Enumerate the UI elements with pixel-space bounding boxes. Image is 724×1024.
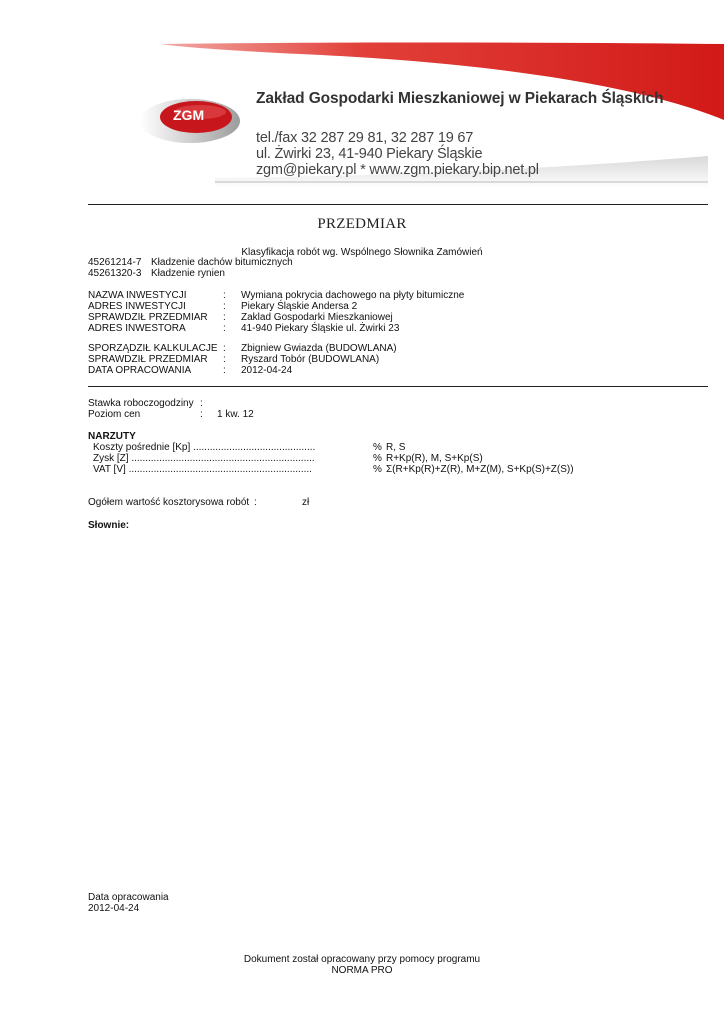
- field-value: 2012-04-24: [241, 365, 293, 376]
- markup-row: [93, 442, 574, 453]
- field-sep: :: [223, 290, 226, 301]
- footer-program: NORMA PRO: [331, 965, 393, 976]
- markup-label: Zysk [Z] ..................................................................: [93, 453, 315, 464]
- field-value: 41-940 Piekary Śląskie ul. Żwirki 23: [241, 323, 400, 334]
- field-value: Ryszard Tobór (BUDOWLANA): [241, 354, 380, 365]
- classification-label: Kładzenie rynien: [151, 268, 225, 279]
- total-label: Ogółem wartość kosztorysowa robót: [88, 497, 250, 508]
- field-key: Poziom cen: [88, 409, 141, 420]
- field-key: DATA OPRACOWANIA: [88, 365, 192, 376]
- markup-row: [93, 453, 574, 464]
- field-value: Zaklad Gospodarki Mieszkaniowej: [241, 312, 393, 323]
- rates-row: [88, 398, 254, 409]
- document-title: PRZEDMIAR: [317, 216, 407, 232]
- markup-formula: Σ(R+Kp(R)+Z(R), M+Z(M), S+Kp(S)+Z(S)): [386, 464, 574, 475]
- field-key: NAZWA INWESTYCJI: [88, 290, 187, 301]
- letterhead-address: ul. Żwirki 23, 41-940 Piekary Śląskie: [256, 146, 483, 162]
- field-key: SPORZĄDZIŁ KALKULACJE: [88, 343, 218, 354]
- prepared-row: [88, 354, 397, 365]
- classification-row: [88, 257, 293, 268]
- rates-table: [88, 398, 254, 420]
- markup-formula: R+Kp(R), M, S+Kp(S): [386, 453, 483, 464]
- field-value: [217, 398, 254, 409]
- markups-heading: NARZUTY: [88, 431, 136, 442]
- field-sep: :: [223, 312, 226, 323]
- total-currency: zł: [302, 497, 310, 508]
- prepared-row: [88, 343, 397, 354]
- markup-row: [93, 464, 574, 475]
- markup-percent: %: [373, 442, 382, 453]
- field-value: Zbigniew Gwiazda (BUDOWLANA): [241, 343, 397, 354]
- field-key: Stawka roboczogodziny: [88, 398, 194, 409]
- rates-row: [88, 409, 254, 420]
- markups-table: [93, 442, 574, 475]
- logo-text: ZGM: [173, 107, 205, 123]
- markup-percent: %: [373, 453, 382, 464]
- total-sep: :: [254, 497, 257, 508]
- field-sep: :: [223, 323, 226, 334]
- investment-row: [88, 312, 464, 323]
- field-key: SPRAWDZIŁ PRZEDMIAR: [88, 312, 208, 323]
- field-key: SPRAWDZIŁ PRZEDMIAR: [88, 354, 208, 365]
- classification-table: [88, 257, 293, 279]
- field-sep: :: [223, 354, 226, 365]
- markup-percent: %: [373, 464, 382, 475]
- footer-note: Dokument został opracowany przy pomocy programu: [243, 954, 481, 965]
- middle-rule: [88, 386, 708, 387]
- markup-label: VAT [V] ..................................................................: [93, 464, 312, 475]
- investment-table: [88, 290, 464, 334]
- field-sep: :: [223, 301, 226, 312]
- investment-row: [88, 290, 464, 301]
- words-label: Słownie:: [88, 520, 130, 531]
- field-key: ADRES INWESTORA: [88, 323, 186, 334]
- top-rule: [88, 204, 708, 205]
- field-sep: :: [223, 343, 226, 354]
- date-label: Data opracowania: [88, 892, 169, 903]
- prepared-row: [88, 365, 397, 376]
- classification-code: 45261320-3: [88, 268, 142, 279]
- investment-row: [88, 323, 464, 334]
- letterhead-contact: zgm@piekary.pl * www.zgm.piekary.bip.net.pl: [256, 162, 539, 178]
- date-value: 2012-04-24: [88, 903, 140, 914]
- classification-row: [88, 268, 293, 279]
- letterhead-organization: Zakład Gospodarki Mieszkaniowej w Piekarach Śląskich: [256, 90, 664, 107]
- field-sep: :: [200, 409, 203, 420]
- field-value: Wymiana pokrycia dachowego na płyty bitumiczne: [241, 290, 465, 301]
- prepared-table: [88, 343, 397, 376]
- classification-label: Kładzenie dachów bitumicznych: [151, 257, 293, 268]
- field-key: ADRES INWESTYCJI: [88, 301, 186, 312]
- markup-label: Koszty pośrednie [Kp] ............................................: [93, 442, 316, 453]
- total-table: [88, 497, 309, 508]
- letterhead-phone: tel./fax 32 287 29 81, 32 287 19 67: [256, 130, 474, 146]
- classification-heading: Klasyfikacja robót wg. Wspólnego Słownika Zamówień: [241, 247, 483, 258]
- total-row: [88, 497, 309, 508]
- field-value: 1 kw. 12: [217, 409, 254, 420]
- markup-formula: R, S: [386, 442, 406, 453]
- field-sep: :: [200, 398, 203, 409]
- classification-code: 45261214-7: [88, 257, 142, 268]
- field-sep: :: [223, 365, 226, 376]
- investment-row: [88, 301, 464, 312]
- field-value: Piekary Śląskie Andersa 2: [241, 301, 358, 312]
